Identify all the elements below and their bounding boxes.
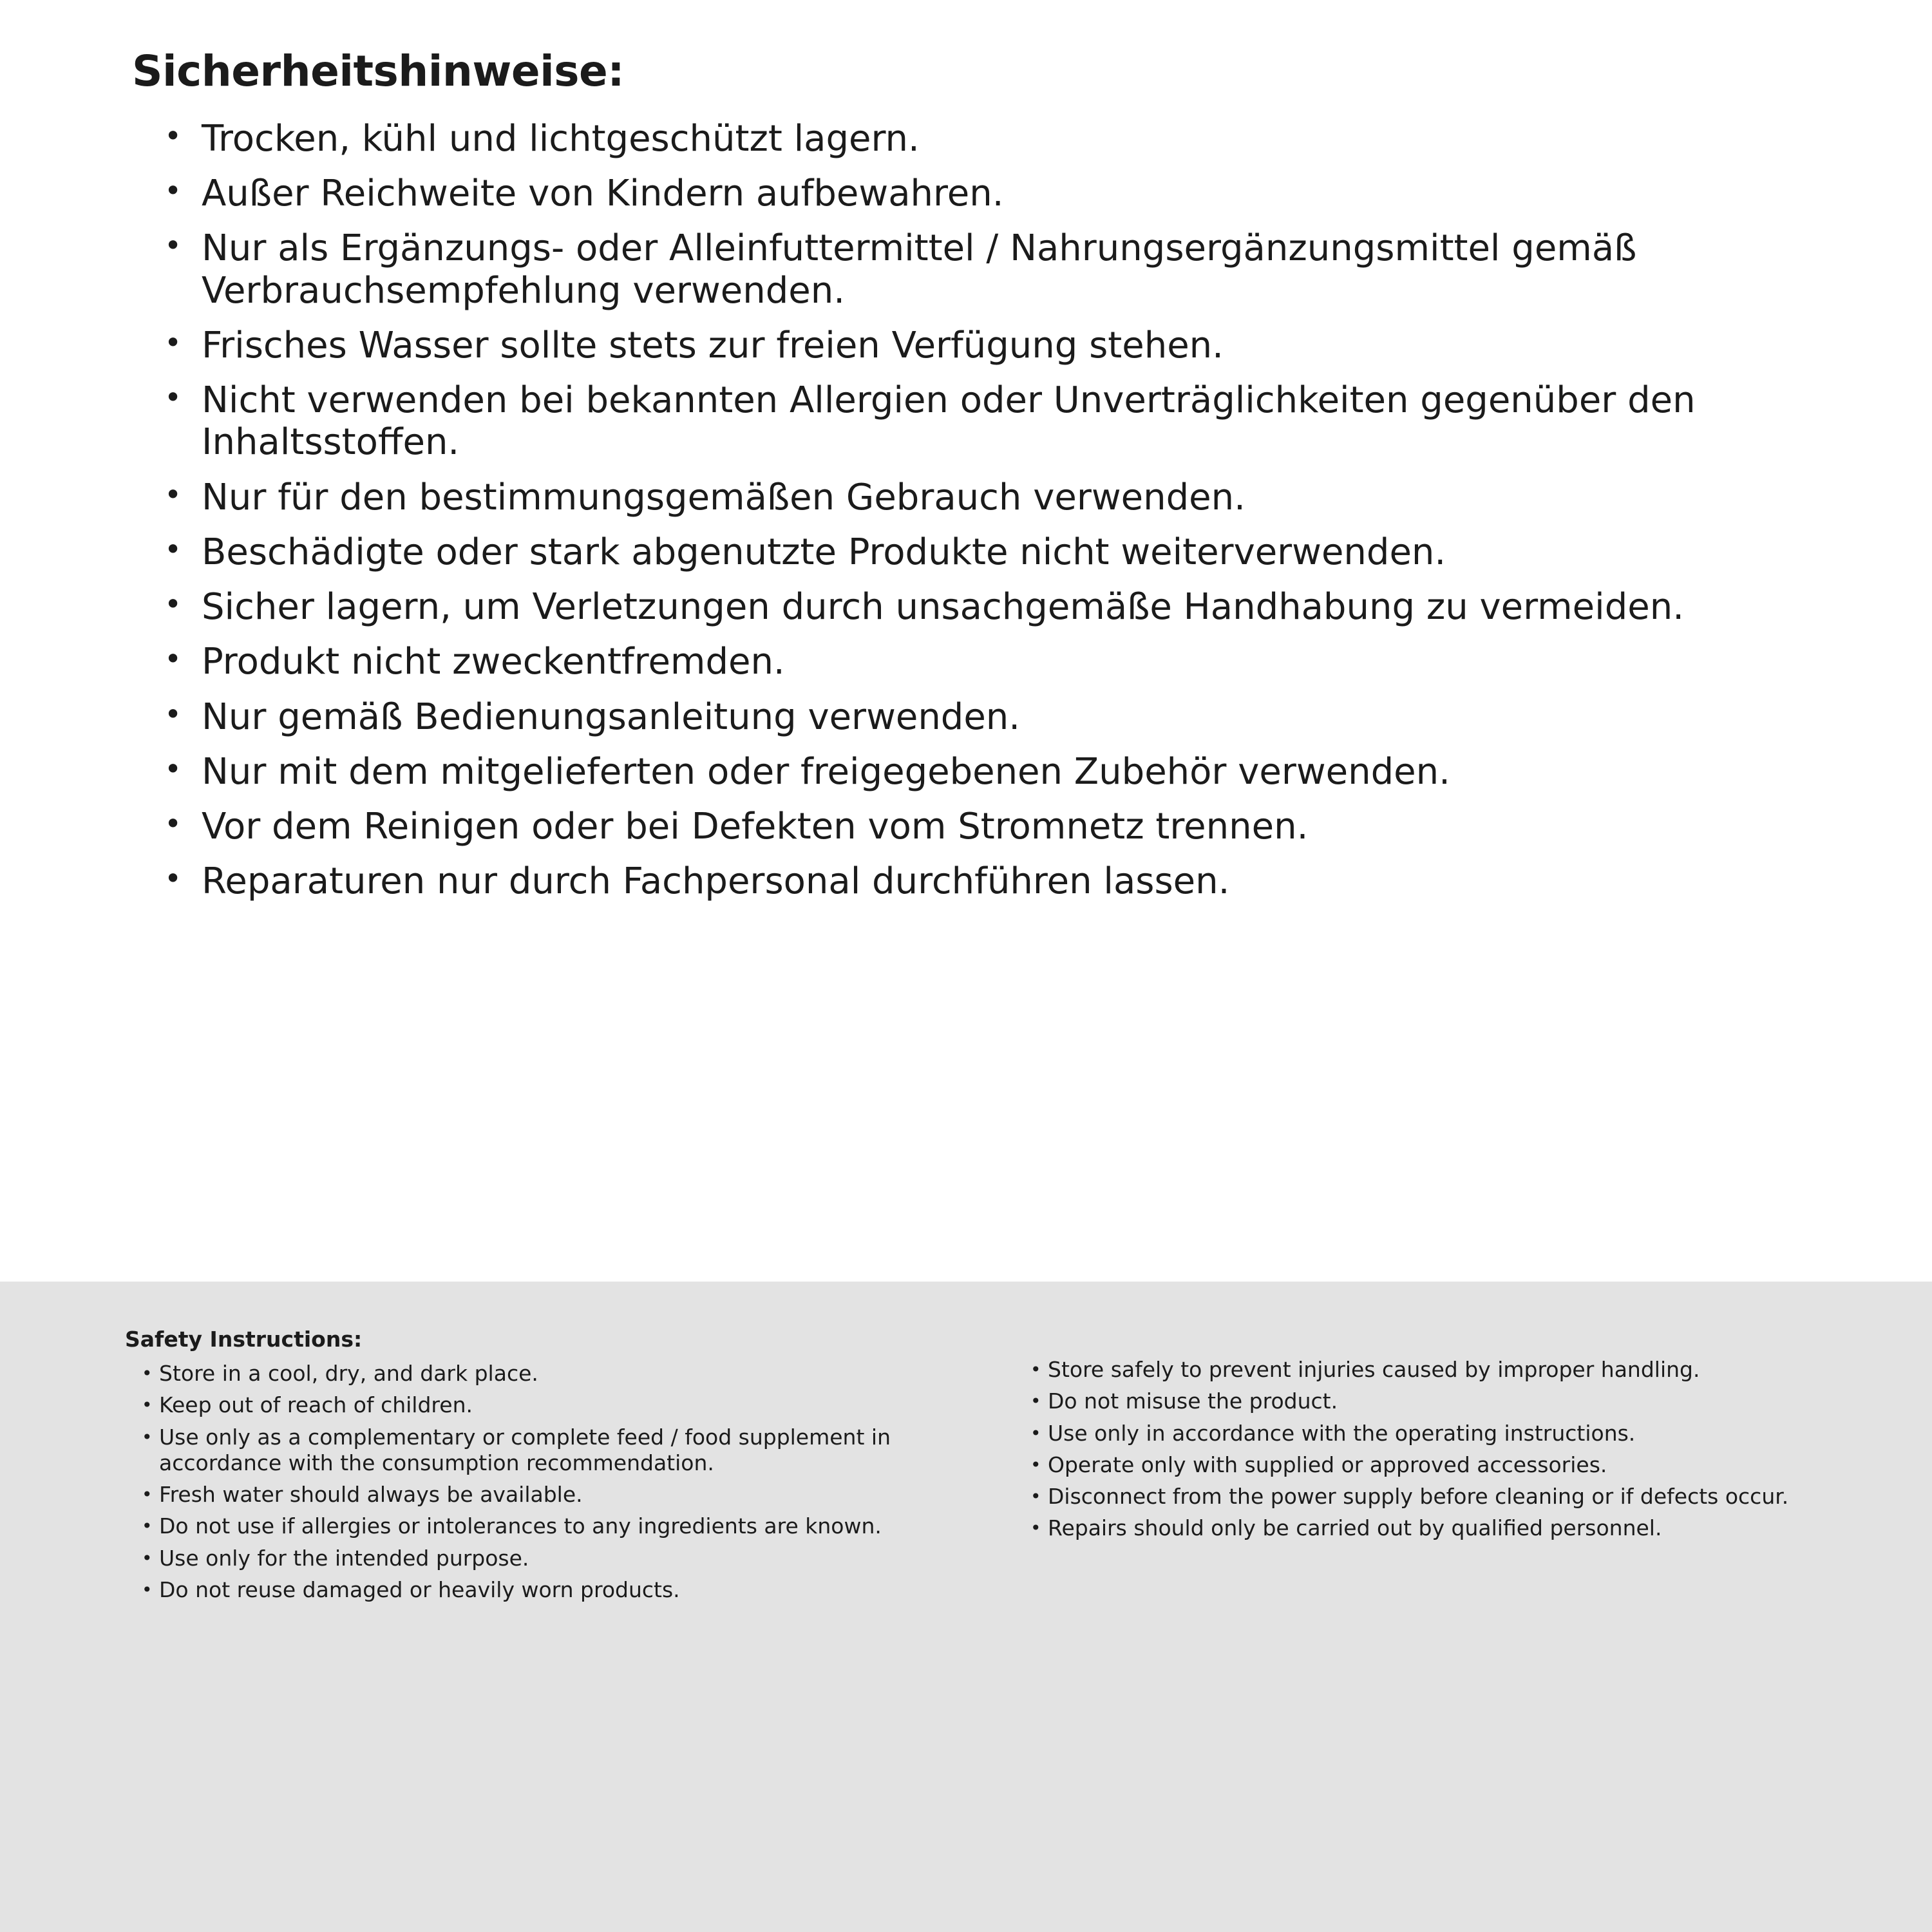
bullet-icon: • <box>164 531 182 567</box>
list-item-text: Vor dem Reinigen oder bei Defekten vom Stromnetz trennen. <box>202 806 1309 848</box>
bullet-icon: • <box>164 228 182 263</box>
english-columns <box>122 1327 1855 1609</box>
list-item <box>164 531 1861 573</box>
list-item-text: Trocken, kühl und lichtgeschützt lagern. <box>202 118 920 160</box>
bullet-icon: • <box>142 1484 153 1505</box>
bullet-icon: • <box>1030 1359 1041 1380</box>
list-item <box>1030 1484 1855 1510</box>
bullet-icon: • <box>164 380 182 415</box>
english-safety-section <box>0 1282 1932 1932</box>
list-item <box>142 1482 966 1508</box>
list-item-text: Use only in accordance with the operating instructions. <box>1048 1420 1636 1446</box>
bullet-icon: • <box>142 1363 153 1384</box>
german-heading: Sicherheitshinweise: <box>132 46 625 96</box>
list-item <box>164 806 1861 848</box>
list-item-text: Außer Reichweite von Kindern aufbewahren. <box>202 173 1004 215</box>
list-item <box>1030 1421 1855 1446</box>
list-item <box>1030 1452 1855 1478</box>
english-instruction-list-left <box>122 1361 966 1603</box>
bullet-icon: • <box>142 1578 153 1600</box>
bullet-icon: • <box>1030 1486 1041 1507</box>
german-instruction-list <box>126 118 1861 903</box>
english-column-right <box>1011 1327 1855 1609</box>
column-spacer <box>1011 1327 1855 1357</box>
bullet-icon: • <box>164 173 182 209</box>
bullet-icon: • <box>164 641 182 677</box>
list-item-text: Produkt nicht zweckentfremden. <box>202 641 785 683</box>
english-instruction-list-right <box>1011 1357 1855 1542</box>
bullet-icon: • <box>142 1547 153 1569</box>
list-item <box>1030 1357 1855 1383</box>
list-item-text: Beschädigte oder stark abgenutzte Produkte nicht weiterverwenden. <box>202 531 1446 573</box>
list-item <box>142 1513 966 1539</box>
list-item-text: Do not reuse damaged or heavily worn products. <box>159 1577 680 1602</box>
bullet-icon: • <box>142 1515 153 1537</box>
bullet-icon: • <box>164 806 182 842</box>
list-item <box>1030 1515 1855 1541</box>
list-item-text: Do not use if allergies or intolerances to any ingredients are known. <box>159 1513 882 1539</box>
bullet-icon: • <box>164 696 182 732</box>
list-item <box>142 1425 966 1477</box>
list-item-text: Repairs should only be carried out by qualified personnel. <box>1048 1515 1662 1541</box>
bullet-icon: • <box>142 1426 153 1448</box>
list-item <box>164 173 1861 214</box>
list-item <box>1030 1388 1855 1414</box>
list-item <box>164 227 1861 311</box>
bullet-icon: • <box>164 477 182 512</box>
list-item-text: Sicher lagern, um Verletzungen durch unsachgemäße Handhabung zu vermeiden. <box>202 586 1684 629</box>
list-item-text: Use only for the intended purpose. <box>159 1545 529 1571</box>
list-item-text: Nur für den bestimmungsgemäßen Gebrauch verwenden. <box>202 476 1245 518</box>
list-item <box>164 477 1861 518</box>
list-item <box>164 325 1861 366</box>
list-item-text: Use only as a complementary or complete feed / food supplement in accordance with the consumption recommendation. <box>159 1424 891 1475</box>
list-item-text: Operate only with supplied or approved accessories. <box>1048 1452 1607 1477</box>
list-item <box>142 1361 966 1387</box>
list-item <box>164 118 1861 160</box>
list-item-text: Nicht verwenden bei bekannten Allergien oder Unverträglichkeiten gegenüber den Inhaltsstoffen. <box>202 379 1696 464</box>
bullet-icon: • <box>164 861 182 896</box>
list-item <box>164 751 1861 793</box>
bullet-icon: • <box>164 587 182 622</box>
list-item <box>142 1577 966 1603</box>
list-item-text: Keep out of reach of children. <box>159 1392 473 1418</box>
list-item <box>164 641 1861 683</box>
list-item-text: Disconnect from the power supply before cleaning or if defects occur. <box>1048 1484 1789 1509</box>
list-item-text: Reparaturen nur durch Fachpersonal durchführen lassen. <box>202 860 1230 903</box>
list-item <box>164 696 1861 738</box>
bullet-icon: • <box>164 751 182 786</box>
list-item <box>142 1392 966 1418</box>
list-item-text: Do not misuse the product. <box>1048 1388 1338 1414</box>
list-item <box>164 860 1861 902</box>
list-item-text: Nur als Ergänzungs- oder Alleinfuttermittel / Nahrungsergänzungsmittel gemäß Verbrauchsempfehlung verwenden. <box>202 227 1637 312</box>
list-item-text: Store safely to prevent injuries caused by improper handling. <box>1048 1357 1700 1382</box>
bullet-icon: • <box>1030 1390 1041 1412</box>
bullet-icon: • <box>1030 1454 1041 1475</box>
bullet-icon: • <box>1030 1422 1041 1444</box>
english-column-left <box>122 1327 966 1609</box>
bullet-icon: • <box>1030 1517 1041 1539</box>
list-item-text: Frisches Wasser sollte stets zur freien Verfügung stehen. <box>202 324 1224 366</box>
list-item <box>142 1546 966 1571</box>
list-item-text: Fresh water should always be available. <box>159 1482 583 1507</box>
bullet-icon: • <box>164 325 182 360</box>
list-item-text: Store in a cool, dry, and dark place. <box>159 1361 538 1386</box>
list-item <box>164 379 1861 463</box>
list-item <box>164 586 1861 628</box>
list-item-text: Nur mit dem mitgelieferten oder freigegebenen Zubehör verwenden. <box>202 750 1450 793</box>
list-item-text: Nur gemäß Bedienungsanleitung verwenden. <box>202 696 1021 738</box>
english-heading: Safety Instructions: <box>125 1327 363 1352</box>
bullet-icon: • <box>164 118 182 153</box>
bullet-icon: • <box>142 1394 153 1416</box>
